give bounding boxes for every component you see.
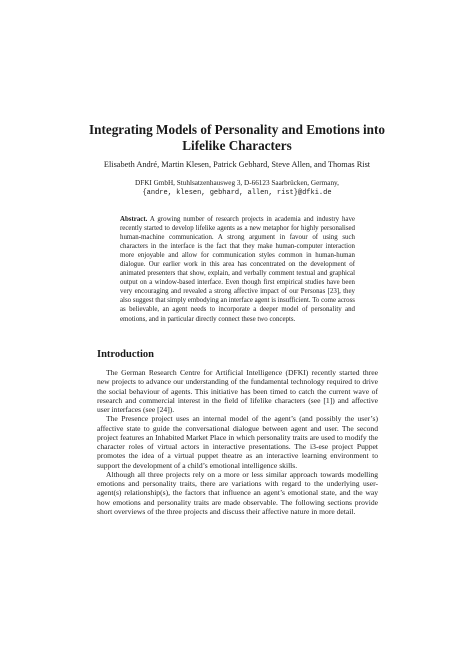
title-line-2: Lifelike Characters (182, 138, 292, 153)
paper-title (60, 122, 414, 154)
abstract-text: A growing number of research projects in academia and industry have recently started to develop lifelike agents as a new metaphor for highly personalised human-machine communication. A strong argument in favour of using such characters in the interface is the fact that they make human-computer interaction more enjoyable and allow for communication styles common in human-human dialogue. Our earlier work in this area has concentrated on the development of animated presenters that show, explain, and verbally comment textual and graphical output on a window-based interface. Even though first empirical studies have been very encouraging and revealed a strong affective impact of our Personas [23], they also suggest that simply embodying an interface agent is insufficient. To come across as believable, an agent needs to incorporate a deeper model of personality and emotions, and in particular directly connect these two concepts. (120, 216, 355, 323)
body-paragraph: The German Research Centre for Artificial Intelligence (DFKI) recently started three new projects to advance our understanding of the fundamental technology required to drive the social behaviour of agents. This initiative has been timed to catch the current wave of research and commercial interest in the field of lifelike characters (see [1]) and affective user interfaces (see [24]). (97, 368, 378, 414)
body-paragraph: The Presence project uses an internal model of the agent’s (and possibly the user’s) affective state to guide the conversational dialogue between agent and user. The second project features an Inhabited Market Place in which personality traits are used to modify the character roles of virtual actors in interactive presentations. The i3-ese project Puppet promotes the idea of a virtual puppet theatre as an interactive learning environment to support the development of a child’s emotional intelligence skills. (97, 414, 378, 470)
author-emails: {andre, klesen, gebhard, allen, rist}@dfki.de (142, 188, 332, 197)
abstract (120, 215, 355, 324)
affiliation (50, 179, 424, 198)
affiliation-address: DFKI GmbH, Stuhlsatzenhausweg 3, D-66123 Saarbrücken, Germany, (135, 179, 339, 187)
title-line-1: Integrating Models of Personality and Emotions into (89, 122, 385, 137)
introduction-body (97, 368, 378, 516)
section-heading-introduction: Introduction (97, 349, 154, 360)
abstract-label: Abstract. (120, 216, 148, 223)
author-list: Elisabeth André, Martin Klesen, Patrick Gebhard, Steve Allen, and Thomas Rist (103, 160, 371, 169)
body-paragraph: Although all three projects rely on a more or less similar approach towards modelling emotions and personality traits, there are variations with regard to the underlying user-agent(s) relationship(s), the factors that influence an agent’s emotional state, and the way how emotions and personality traits are made observable. The following sections provide short overviews of the three projects and discuss their affective nature in more detail. (97, 469, 378, 516)
